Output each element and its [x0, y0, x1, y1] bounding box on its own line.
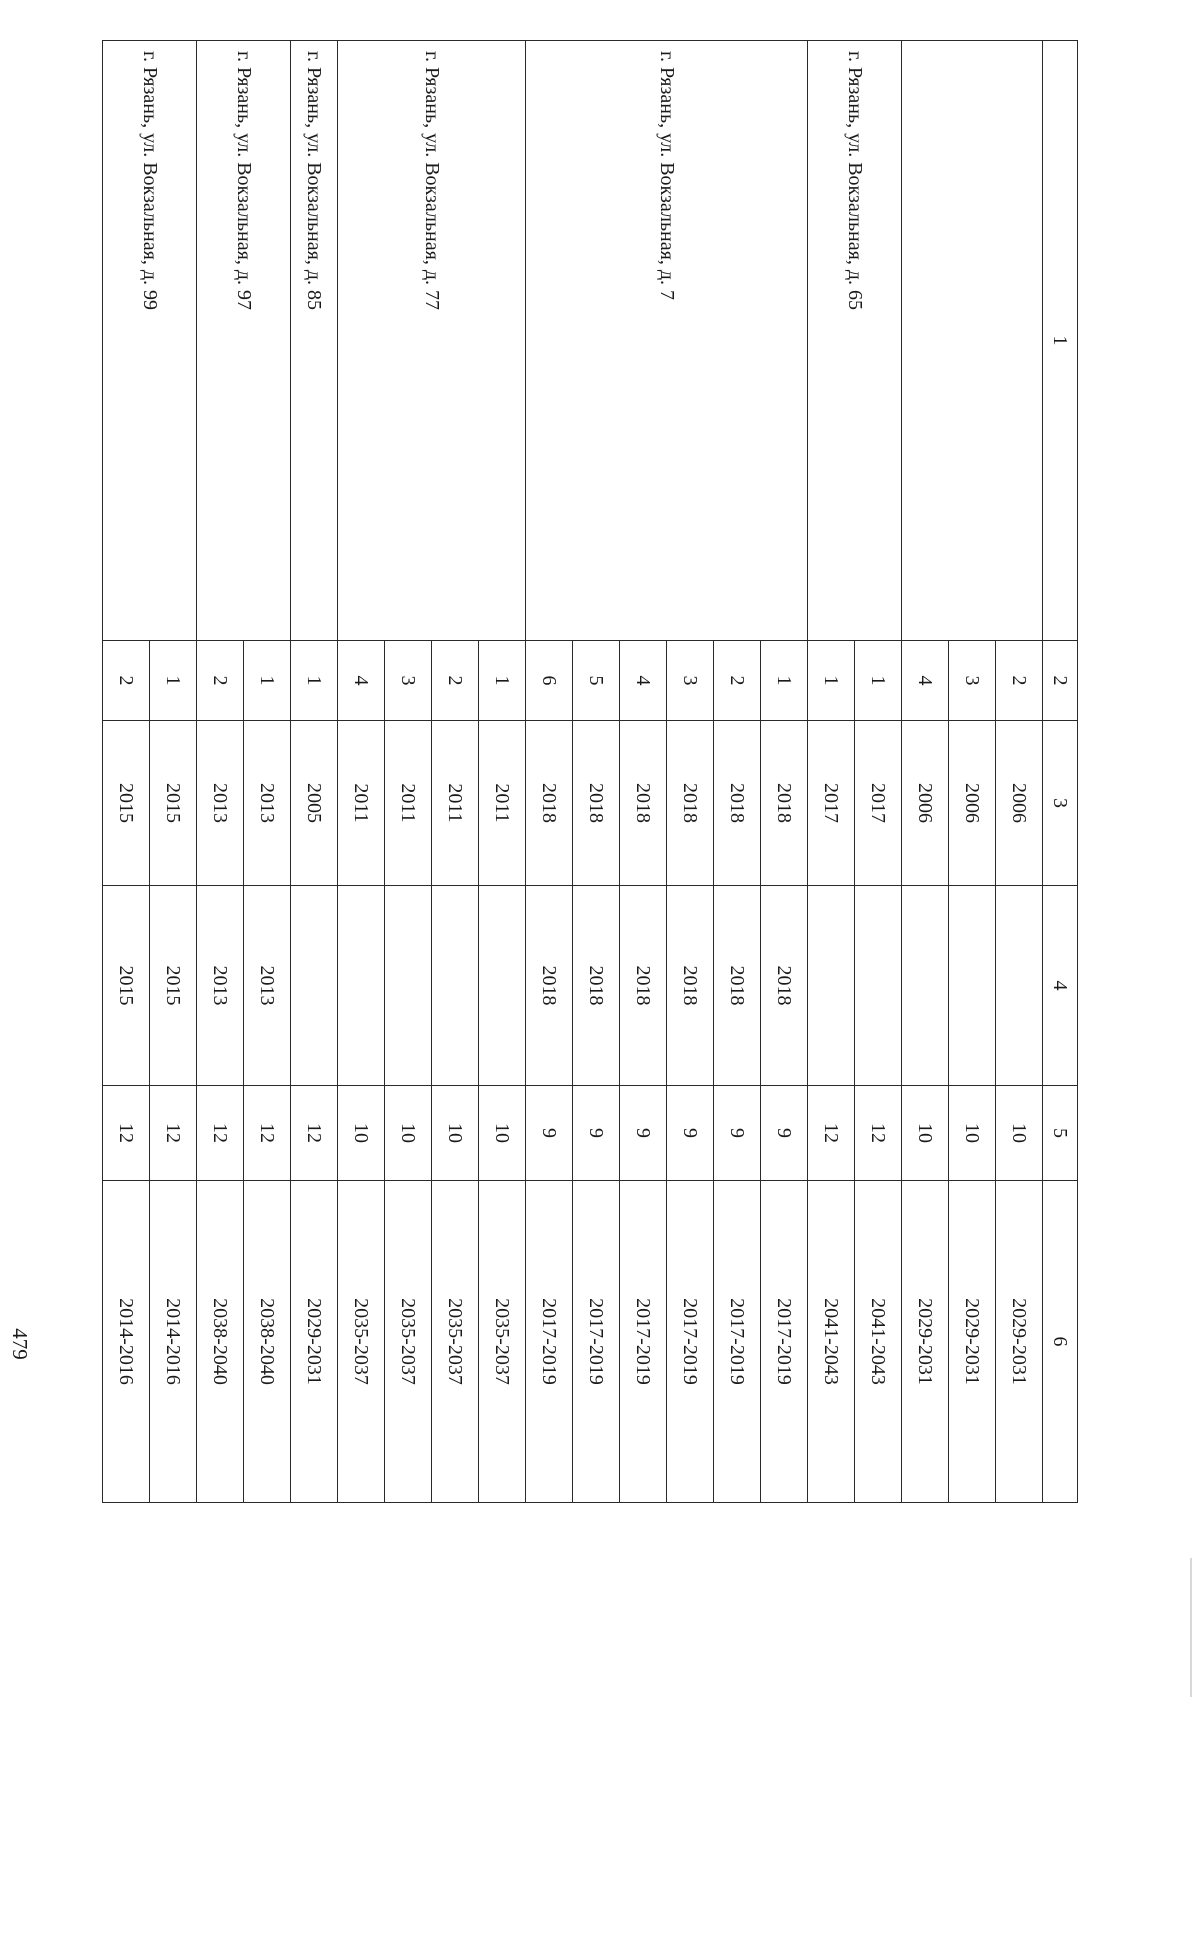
year-built-cell: 2015	[150, 721, 197, 886]
repair-year-cell: 2015	[150, 886, 197, 1086]
repair-year-cell: 2015	[103, 886, 150, 1086]
period-cell: 2017-2019	[620, 1181, 667, 1503]
floors-cell: 12	[291, 1086, 338, 1181]
floors-cell: 10	[996, 1086, 1043, 1181]
period-cell: 2035-2037	[338, 1181, 385, 1503]
year-built-cell: 2015	[103, 721, 150, 886]
year-built-cell: 2017	[808, 721, 855, 886]
entrance-cell: 3	[667, 641, 714, 721]
year-built-cell: 2018	[526, 721, 573, 886]
repair-year-cell: 2013	[244, 886, 291, 1086]
year-built-cell: 2018	[573, 721, 620, 886]
table-row	[761, 41, 808, 1503]
register-table	[102, 40, 1078, 1503]
repair-year-cell	[949, 886, 996, 1086]
repair-year-cell	[432, 886, 479, 1086]
entrance-cell: 1	[244, 641, 291, 721]
period-cell: 2035-2037	[479, 1181, 526, 1503]
repair-year-cell: 2018	[761, 886, 808, 1086]
year-built-cell: 2018	[667, 721, 714, 886]
year-built-cell: 2013	[197, 721, 244, 886]
period-cell: 2017-2019	[526, 1181, 573, 1503]
address-cell	[902, 41, 1043, 641]
rotated-table-wrapper	[98, 40, 1078, 1502]
floors-cell: 9	[573, 1086, 620, 1181]
period-cell: 2029-2031	[949, 1181, 996, 1503]
entrance-cell: 3	[385, 641, 432, 721]
table-row	[244, 41, 291, 1503]
repair-year-cell	[808, 886, 855, 1086]
period-cell: 2029-2031	[291, 1181, 338, 1503]
header-cell-3: 3	[1043, 721, 1078, 886]
year-built-cell: 2006	[902, 721, 949, 886]
table-row	[855, 41, 902, 1503]
period-cell: 2017-2019	[667, 1181, 714, 1503]
year-built-cell: 2018	[761, 721, 808, 886]
repair-year-cell: 2013	[197, 886, 244, 1086]
repair-year-cell: 2018	[526, 886, 573, 1086]
repair-year-cell: 2018	[620, 886, 667, 1086]
repair-year-cell	[902, 886, 949, 1086]
header-row	[1043, 41, 1078, 1503]
entrance-cell: 2	[103, 641, 150, 721]
repair-year-cell	[338, 886, 385, 1086]
repair-year-cell	[385, 886, 432, 1086]
entrance-cell: 4	[902, 641, 949, 721]
period-cell: 2035-2037	[385, 1181, 432, 1503]
period-cell: 2014-2016	[150, 1181, 197, 1503]
period-cell: 2041-2043	[855, 1181, 902, 1503]
entrance-cell: 3	[949, 641, 996, 721]
period-cell: 2029-2031	[902, 1181, 949, 1503]
floors-cell: 12	[808, 1086, 855, 1181]
table-row	[479, 41, 526, 1503]
period-cell: 2038-2040	[197, 1181, 244, 1503]
repair-year-cell: 2018	[667, 886, 714, 1086]
floors-cell: 9	[526, 1086, 573, 1181]
year-built-cell: 2011	[432, 721, 479, 886]
header-cell-2: 2	[1043, 641, 1078, 721]
table-row	[996, 41, 1043, 1503]
header-cell-1: 1	[1043, 41, 1078, 641]
entrance-cell: 1	[855, 641, 902, 721]
year-built-cell: 2013	[244, 721, 291, 886]
table-row	[291, 41, 338, 1503]
period-cell: 2038-2040	[244, 1181, 291, 1503]
entrance-cell: 2	[197, 641, 244, 721]
year-built-cell: 2018	[620, 721, 667, 886]
repair-year-cell	[996, 886, 1043, 1086]
table-row	[150, 41, 197, 1503]
address-cell: г. Рязань, ул. Вокзальная, д. 7	[526, 41, 808, 641]
entrance-cell: 1	[808, 641, 855, 721]
entrance-cell: 1	[479, 641, 526, 721]
floors-cell: 12	[244, 1086, 291, 1181]
floors-cell: 12	[103, 1086, 150, 1181]
floors-cell: 9	[714, 1086, 761, 1181]
header-cell-6: 6	[1043, 1181, 1078, 1503]
address-cell: г. Рязань, ул. Вокзальная, д. 65	[808, 41, 902, 641]
entrance-cell: 1	[291, 641, 338, 721]
floors-cell: 10	[902, 1086, 949, 1181]
period-cell: 2035-2037	[432, 1181, 479, 1503]
repair-year-cell	[855, 886, 902, 1086]
entrance-cell: 6	[526, 641, 573, 721]
period-cell: 2041-2043	[808, 1181, 855, 1503]
year-built-cell: 2006	[949, 721, 996, 886]
repair-year-cell: 2018	[573, 886, 620, 1086]
address-cell: г. Рязань, ул. Вокзальная, д. 99	[103, 41, 197, 641]
scan-edge-line	[1190, 1558, 1192, 1697]
floors-cell: 10	[338, 1086, 385, 1181]
header-cell-4: 4	[1043, 886, 1078, 1086]
entrance-cell: 5	[573, 641, 620, 721]
entrance-cell: 4	[620, 641, 667, 721]
floors-cell: 10	[479, 1086, 526, 1181]
floors-cell: 9	[667, 1086, 714, 1181]
address-cell: г. Рязань, ул. Вокзальная, д. 85	[291, 41, 338, 641]
period-cell: 2017-2019	[573, 1181, 620, 1503]
header-cell-5: 5	[1043, 1086, 1078, 1181]
entrance-cell: 2	[432, 641, 479, 721]
period-cell: 2017-2019	[761, 1181, 808, 1503]
year-built-cell: 2011	[385, 721, 432, 886]
floors-cell: 10	[432, 1086, 479, 1181]
year-built-cell: 2011	[479, 721, 526, 886]
period-cell: 2017-2019	[714, 1181, 761, 1503]
year-built-cell: 2018	[714, 721, 761, 886]
floors-cell: 12	[150, 1086, 197, 1181]
floors-cell: 12	[197, 1086, 244, 1181]
address-cell: г. Рязань, ул. Вокзальная, д. 97	[197, 41, 291, 641]
repair-year-cell: 2018	[714, 886, 761, 1086]
repair-year-cell	[479, 886, 526, 1086]
floors-cell: 9	[761, 1086, 808, 1181]
address-cell: г. Рязань, ул. Вокзальная, д. 77	[338, 41, 526, 641]
year-built-cell: 2017	[855, 721, 902, 886]
entrance-cell: 1	[150, 641, 197, 721]
entrance-cell: 2	[996, 641, 1043, 721]
entrance-cell: 4	[338, 641, 385, 721]
period-cell: 2029-2031	[996, 1181, 1043, 1503]
entrance-cell: 2	[714, 641, 761, 721]
floors-cell: 10	[949, 1086, 996, 1181]
floors-cell: 10	[385, 1086, 432, 1181]
year-built-cell: 2006	[996, 721, 1043, 886]
year-built-cell: 2011	[338, 721, 385, 886]
repair-year-cell	[291, 886, 338, 1086]
floors-cell: 9	[620, 1086, 667, 1181]
year-built-cell: 2005	[291, 721, 338, 886]
floors-cell: 12	[855, 1086, 902, 1181]
period-cell: 2014-2016	[103, 1181, 150, 1503]
entrance-cell: 1	[761, 641, 808, 721]
